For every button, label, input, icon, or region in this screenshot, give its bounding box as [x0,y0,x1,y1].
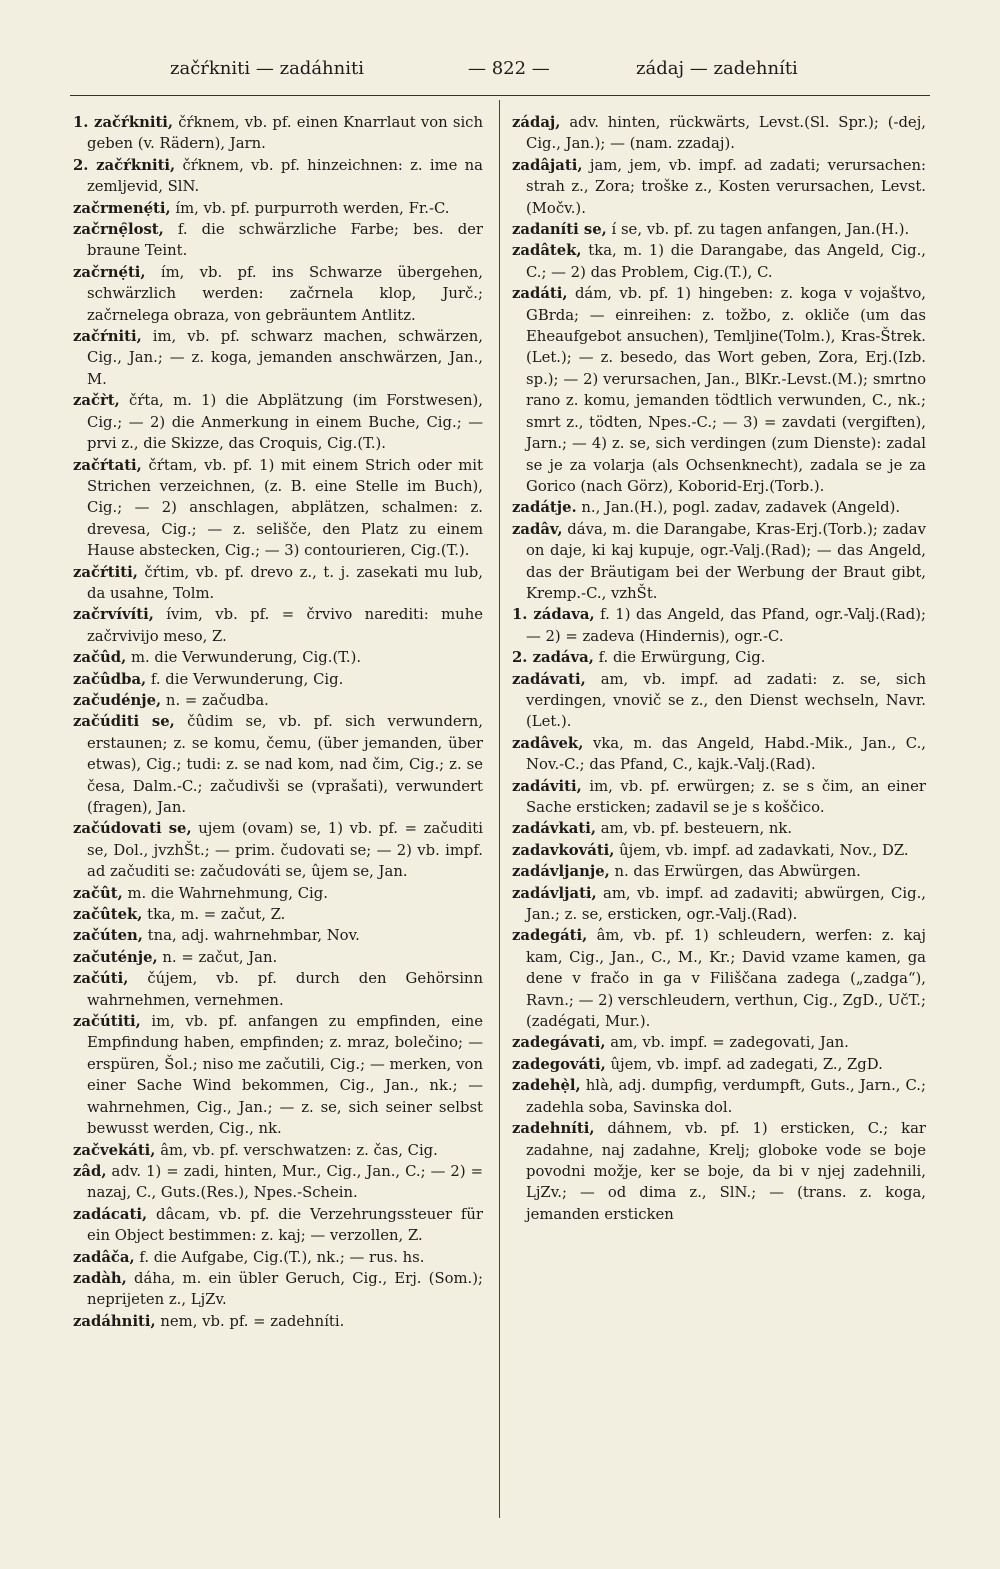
entry-definition: čŕknem, vb. pf. einen Knarrlaut von sich geben (v. Rädern), Jarn. [87,114,483,153]
dictionary-entry [512,497,926,518]
dictionary-entry [73,968,483,1011]
entry-headword: začûdba, [73,670,147,688]
dictionary-entry [512,1118,926,1225]
entry-definition: í se, vb. pf. zu tagen anfangen, Jan.(H.). [611,221,910,239]
entry-definition: im, vb. pf. anfangen zu empfinden, eine Empfindung haben, empfinden; z. mraz, bolečino; — erspüren, Šol.; niso me začutili, Cig.; — merken, von einer Sache Wind bekommen, Cig., Jan., nk.; — wahrnehmen, Cig., Jan.; — z. se, sich seiner selbst bewusst werden, Cig., nk. [87,1013,483,1138]
entry-headword: začúdovati se, [73,820,192,838]
entry-headword: zadaníti se, [512,221,607,239]
entry-headword: zadáti, [512,285,568,303]
entry-definition: âm, vb. pf. verschwatzen: z. čas, Cig. [160,1141,438,1159]
entry-headword: zadávljati, [512,884,597,902]
entry-headword: začuténje, [73,948,158,966]
entry-headword: začútiti, [73,1013,141,1031]
entry-definition: f. die Verwunderung, Cig. [150,670,344,688]
entry-headword: začúditi se, [73,713,175,731]
entry-definition: čŕtam, vb. pf. 1) mit einem Strich oder mit Strichen verzeichnen, (z. B. eine Stelle im Buch), Cig.; — 2) anschlagen, abplätzen, schalmen: z. drevesa, Cig.; — z. selišče, den Platz zu einem Hause abstecken, Cig.; — 3) contourieren, Cig.(T.). [87,456,483,560]
entry-definition: dáhnem, vb. pf. 1) ersticken, C.; kar zadahne, naj zadahne, Krelj; globoke vode se boje povodni možje, ker se boje, da bi v njej zadehnili, LjZv.; — od dima z., SlN.; — (trans. z. koga, jemanden ersticken [526,1120,926,1223]
entry-headword: zadáviti, [512,777,582,795]
entry-definition: n. das Erwürgen, das Abwürgen. [614,863,861,881]
entry-definition: ívim, vb. pf. = črvivo narediti: muhe začrvivijo meso, Z. [87,606,483,645]
entry-definition: čŕtim, vb. pf. drevo z., t. j. zasekati mu lub, da usahne, Tolm. [87,563,483,602]
entry-headword: zadátje. [512,499,577,517]
entry-definition: adv. hinten, rückwärts, Levst.(Sl. Spr.); (-dej, Cig., Jan.); — (nam. zzadaj). [526,114,926,153]
entry-headword: zadehẹ̀l, [512,1077,581,1095]
entry-definition: dáha, m. ein übler Geruch, Cig., Erj. (Som.); neprijeten z., LjZv. [87,1269,483,1309]
entry-headword: zadácati, [73,1205,148,1223]
dictionary-entry [73,112,483,155]
entry-definition: am, vb. impf. ad zadati: z. se, sich verdingen, vnovič se z., den Dienst wechseln, Navr.(Let.). [526,670,926,731]
entry-definition: ím, vb. pf. purpurroth werden, Fr.-C. [175,199,450,217]
entry-headword: začúten, [73,927,143,945]
dictionary-entry [73,947,483,968]
dictionary-entry [73,390,483,454]
dictionary-entry [512,604,926,647]
entry-headword: začûtek, [73,906,143,924]
entry-headword: začrnẹ́ti, [73,263,146,281]
dictionary-entry [512,112,926,155]
dictionary-entry [512,647,926,668]
dictionary-entry [73,1268,483,1311]
dictionary-entry [512,776,926,819]
dictionary-entry [73,883,483,904]
dictionary-entry [73,155,483,198]
dictionary-entry [512,155,926,219]
entry-headword: začúti, [73,970,129,988]
entry-definition: m. die Wahrnehmung, Cig. [127,884,328,902]
page-header [0,58,1000,90]
dictionary-entry [73,647,483,668]
dictionary-entry [73,1204,483,1247]
dictionary-entry [73,604,483,647]
dictionary-entry [73,219,483,262]
dictionary-entry [512,883,926,926]
entry-definition: im, vb. pf. erwürgen; z. se s čim, an einer Sache ersticken; zadavil se je s koščico. [526,777,926,816]
entry-headword: zadegováti, [512,1055,606,1073]
entry-definition: n. = začudba. [165,691,269,709]
entry-headword: 2. začŕkniti, [73,156,176,174]
dictionary-entry [73,1247,483,1268]
dictionary-entry [73,1140,483,1161]
entry-definition: n. = začut, Jan. [162,948,278,966]
dictionary-entry [512,861,926,882]
entry-headword: začŕtati, [73,456,142,474]
entry-headword: zadâvek, [512,734,584,752]
entry-headword: začrvívíti, [73,606,154,624]
entry-headword: zadâča, [73,1248,135,1266]
entry-definition: jam, jem, vb. impf. ad zadati; verursachen: strah z., Zora; troške z., Kosten verursachen, Levst.(Močv.). [526,156,926,217]
dictionary-entry [73,455,483,562]
entry-definition: nem, vb. pf. = zadehníti. [160,1312,345,1330]
dictionary-entry [512,1032,926,1053]
entry-definition: n., Jan.(H.), pogl. zadav, zadavek (Angeld). [581,499,901,517]
dictionary-entry [512,219,926,240]
right-column [512,112,926,1225]
dictionary-entry [512,1054,926,1075]
entry-headword: 1. zádava, [512,606,595,624]
entry-headword: začudénje, [73,691,162,709]
dictionary-entry [73,1161,483,1204]
entry-headword: začvekáti, [73,1141,156,1159]
entry-definition: dáva, m. die Darangabe, Kras-Erj.(Torb.); zadav on daje, ki kaj kupuje, ogr.-Valj.(Rad); — das Angeld, das der Bräutigam bei der Werbung der Braut gibt, Kremp.-C., vzhŠt. [526,520,926,602]
entry-definition: am, vb. pf. besteuern, nk. [600,820,793,838]
entry-headword: začût, [73,884,123,902]
entry-headword: zadàh, [73,1269,127,1287]
entry-definition: tna, adj. wahrnehmbar, Nov. [147,927,360,945]
dictionary-entry [512,840,926,861]
entry-definition: hlà, adj. dumpfig, verdumpft, Guts., Jarn., C.; zadehla soba, Savinska dol. [526,1077,926,1116]
left-column [73,112,483,1332]
entry-headword: zadâv, [512,520,563,538]
entry-definition: f. die schwärzliche Farbe; bes. der braune Teint. [87,221,483,260]
entry-headword: zadegávati, [512,1034,606,1052]
header-left-guide-words: začŕkniti — zadáhniti [170,58,364,79]
entry-definition: dâcam, vb. pf. die Verzehrungssteuer für ein Object bestimmen: z. kaj; — verzollen, Z. [87,1205,483,1245]
entry-headword: zadegáti, [512,927,588,945]
entry-headword: začŕtiti, [73,563,138,581]
entry-definition: vka, m. das Angeld, Habd.-Mik., Jan., C., Nov.-C.; das Pfand, C., kajk.-Valj.(Rad). [526,734,926,774]
entry-headword: zadâtek, [512,242,582,260]
entry-headword: zâd, [73,1162,107,1180]
entry-headword: zadavkováti, [512,841,615,859]
entry-definition: tka, m. 1) die Darangabe, das Angeld, Cig., C.; — 2) das Problem, Cig.(T.), C. [526,242,926,281]
dictionary-entry [512,283,926,497]
dictionary-entry [512,669,926,733]
entry-definition: tka, m. = začut, Z. [147,906,286,924]
entry-headword: začrmenẹ́ti, [73,199,171,217]
entry-headword: začr̀t, [73,392,120,410]
header-rule [70,95,930,96]
entry-headword: začûd, [73,649,127,667]
entry-headword: zádaj, [512,114,561,131]
entry-definition: čûdim se, vb. pf. sich verwundern, erstaunen; z. se komu, čemu, (über jemanden, über etwas), Cig.; tudi: z. se nad kom, nad čim, Cig.; z. se česa, Dalm.-C.; začudivši se (vprašati), verwundert (fragen), Jan. [87,713,483,816]
entry-headword: zadáhniti, [73,1312,156,1330]
dictionary-entry [512,1075,926,1118]
entry-headword: 1. začŕkniti, [73,114,174,131]
entry-headword: zadehníti, [512,1120,595,1138]
entry-definition: f. die Erwürgung, Cig. [598,649,766,667]
dictionary-entry [73,1311,483,1332]
dictionary-entry [73,562,483,605]
entry-definition: čŕknem, vb. pf. hinzeichnen: z. ime na zemljevid, SlN. [87,156,483,196]
dictionary-entry [73,262,483,326]
entry-headword: zadâjati, [512,156,583,174]
dictionary-entry [73,711,483,818]
entry-definition: im, vb. pf. schwarz machen, schwärzen, Cig., Jan.; — z. koga, jemanden anschwärzen, Jan., M. [87,328,483,388]
entry-definition: am, vb. impf. ad zadaviti; abwürgen, Cig., Jan.; z. se, ersticken, ogr.-Valj.(Rad). [526,884,926,924]
entry-headword: začrnẹ̑lost, [73,221,164,239]
dictionary-entry [73,198,483,219]
dictionary-entry [512,240,926,283]
entry-definition: ím, vb. pf. ins Schwarze übergehen, schwärzlich werden: začrnela klop, Jurč.; začrnelega obraza, von gebräuntem Antlitz. [87,263,483,324]
entry-definition: f. 1) das Angeld, das Pfand, ogr.-Valj.(Rad); — 2) = zadeva (Hindernis), ogr.-C. [526,606,926,645]
dictionary-entry [73,925,483,946]
dictionary-entry [73,818,483,882]
entry-headword: zadávljanje, [512,863,610,881]
header-right-guide-words: zádaj — zadehníti [636,58,798,79]
dictionary-entry [512,818,926,839]
dictionary-entry [73,904,483,925]
entry-definition: am, vb. impf. = zadegovati, Jan. [610,1034,849,1052]
entry-headword: 2. zadáva, [512,649,594,667]
entry-definition: ûjem, vb. impf. ad zadavkati, Nov., DZ. [619,841,909,859]
entry-definition: čújem, vb. pf. durch den Gehörsinn wahrnehmen, vernehmen. [87,970,483,1009]
entry-definition: âm, vb. pf. 1) schleudern, werfen: z. kaj kam, Cig., Jan., C., M., Kr.; David vzame kamen, ga dene v fračo in ga v Filiščana zadega („zadga“), Ravn.; — 2) verschleudern, verthun, Cig., ZgD., UčT.; (zadégati, Mur.). [526,927,926,1031]
column-divider [499,100,500,1518]
page-number: — 822 — [468,58,550,79]
entry-definition: adv. 1) = zadi, hinten, Mur., Cig., Jan., C.; — 2) = nazaj, C., Guts.(Res.), Npes.-Schein. [87,1162,483,1202]
entry-headword: zadávati, [512,670,586,688]
entry-headword: zadávkati, [512,820,596,838]
entry-headword: začŕniti, [73,328,142,346]
entry-definition: ujem (ovam) se, 1) vb. pf. = začuditi se, Dol., jvzhŠt.; — prim. čudovati se; — 2) vb. impf. ad začuditi se: začudováti se, ûjem se, Jan. [87,820,483,881]
entry-definition: dám, vb. pf. 1) hingeben: z. koga v vojaštvo, GBrda; — einreihen: z. tožbo, z. okliče (um das Eheaufgebot ansuchen), Temljine(Tolm.), Kras-Štrek.(Let.); — z. besedo, das Wort geben, Zora, Erj.(Izb. sp.); — 2) verursachen, Jan., BlKr.-Levst.(M.); smrtno rano z. komu, jemanden tödtlich verwunden, C., nk.; smrt z., tödten, Npes.-C.; — 3) = zavdati (vergiften), Jarn.; — 4) z. se, sich verdingen (zum Dienste): zadal se je za volarja (als Ochsenknecht), zadala se je za Gorico (nach Görz), Koborid-Erj.(Torb.). [526,285,926,495]
dictionary-entry [73,326,483,390]
dictionary-entry [512,925,926,1032]
dictionary-entry [73,669,483,690]
dictionary-entry [512,733,926,776]
entry-definition: čŕta, m. 1) die Abplätzung (im Forstwesen), Cig.; — 2) die Anmerkung in einem Buche, Cig.; — prvi z., die Skizze, das Croquis, Cig.(T.). [87,392,483,453]
entry-definition: f. die Aufgabe, Cig.(T.), nk.; — rus. hs. [139,1248,425,1266]
entry-definition: m. die Verwunderung, Cig.(T.). [130,649,362,667]
dictionary-entry [512,519,926,605]
dictionary-entry [73,1011,483,1139]
dictionary-entry [73,690,483,711]
entry-definition: ûjem, vb. impf. ad zadegati, Z., ZgD. [610,1055,883,1073]
